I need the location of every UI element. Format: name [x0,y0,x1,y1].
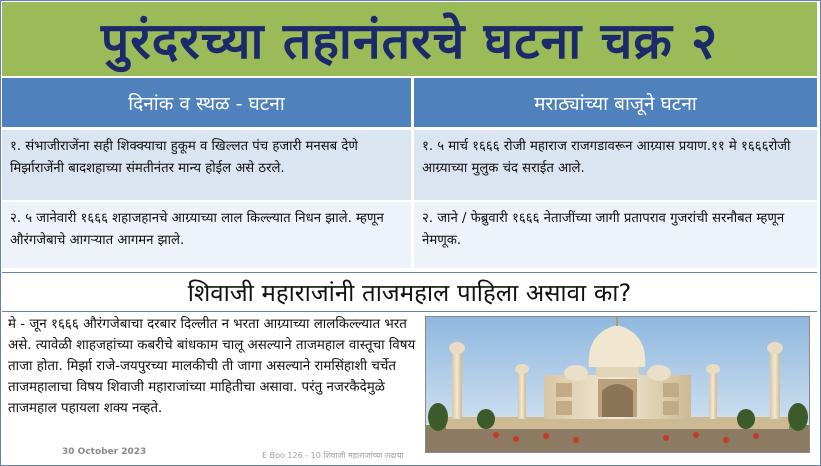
page-title: पुरंदरच्या तहानंतरचे घटना चक्र २ [100,12,719,70]
header-label: मराठ्यांच्या बाजूने घटना [534,92,697,115]
taj-mahal-photo [425,316,810,453]
subheading-text: शिवाजी महाराजांनी ताजमहाल पाहिला असावा का? [187,278,632,307]
table-cell: २. जाने / फेब्रुवारी १६६६ नेताजींच्या जागी प्रतापराव गुजरांची सरनौबत म्हणून नेमणूक. [414,202,817,268]
header-label: दिनांक व स्थळ - घटना [128,92,285,115]
table-cell: १. ५ मार्च १६६६ रोजी महाराज राजगडावरून आग्र्यास प्रयाण.११ मे १६६६रोजी आग्र्याच्या मुलुक चंद सराईत आले. [414,130,817,200]
table-cell: २. ५ जानेवारी १६६६ शहाजहानचे आग्र्याच्या लाल किल्ल्यात निधन झाले. म्हणून औरंगजेबाचे आगऱ्यात आगमन झाले. [2,202,411,268]
body-paragraph: मे - जून १६६६ औरंगजेबाचा दरबार दिल्लीत न भरता आग्र्याच्या लालकिल्ल्यात भरत असे. त्यावेळी शाहजहांच्या कबरीचे बांधकाम चालू असल्याने ताजमहाल वास्तूचा विषय ताजा होता. मिर्झा राजे-जयपुरच्या मालकीची ती जागा असल्याने रामसिंहाशी चर्चेत ताजमहालाचा विषय शिवाजी महाराजांच्या माहितीचा असावा. परंतु नजरकैदेमुळे ताजमहाल पहायला शक्य नव्हते. [8,317,416,416]
section-heading [2,272,817,312]
footer-note: E Boo 126 - 10 शिवाजी महाराजांच्या लढाया [262,451,404,460]
table-header-date-place [2,78,411,127]
title-banner [2,2,817,76]
table-header-maratha-events [414,78,817,127]
taj-mahal-illustration [426,317,809,452]
footer-date: 30 October 2023 [62,447,147,457]
table-cell: १. संभाजीराजेंना सही शिक्क्याचा हुकूम व खिल्लत पंच हजारी मनसब देणे मिर्झाराजेंनी बादशहाच्या संमतीनंतर मान्य होईल असे ठरले. [2,130,411,200]
